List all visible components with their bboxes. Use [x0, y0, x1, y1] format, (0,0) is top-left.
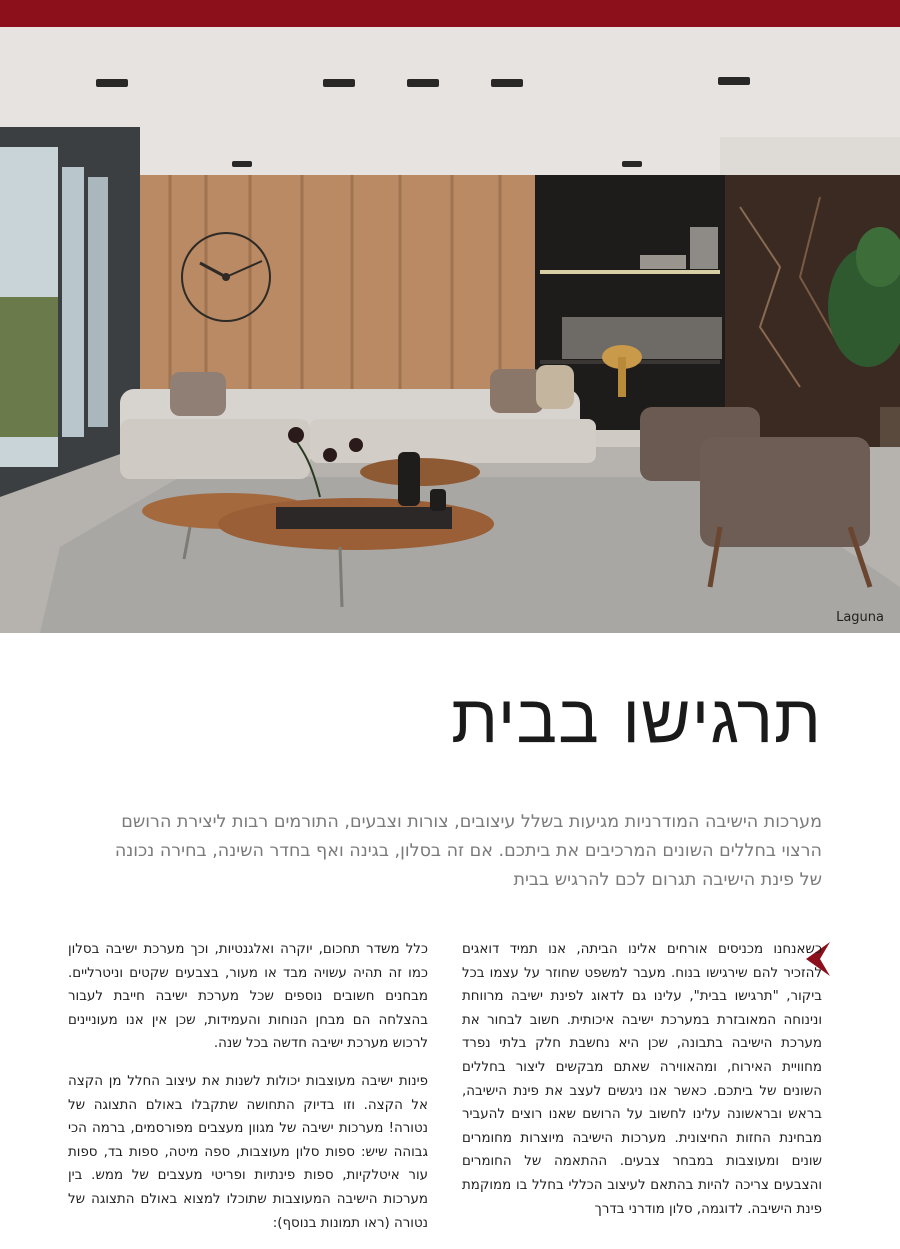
article-column-right	[462, 938, 822, 1235]
article-paragraph: פינות ישיבה מעוצבות יכולות לשנות את עיצוב החלל מן הקצה אל הקצה. וזו בדיוק התחושה שתקבלו באולם התצוגה של נטורה! מערכות ישיבה של מגוון מעצבים מפורסמים, ברמה הכי גבוהה שיש: ספות סלון מעוצבות, ספה מיטה, ספות בד, ספות עור איטלקיות, ספות פינתיות ופריטי מעצבים של ממש. בין מערכות הישיבה המעוצבות שתוכלו למצוא באולם התצוגה של נטורה (ראו תמונות בנוסף):	[68, 1073, 428, 1231]
photo-caption: Laguna	[836, 610, 884, 625]
page-title: תרגישו בבית	[451, 680, 822, 759]
top-accent-bar	[0, 0, 900, 27]
article-column-left	[68, 938, 428, 1249]
living-room-photo	[0, 27, 900, 633]
intro-paragraph: מערכות הישיבה המודרניות מגיעות בשלל עיצובים, צורות וצבעים, התורמים רבות ליצירת הרושם הרצוי בחללים השונים המרכיבים את ביתכם. אם זה בסלון, בגינה ואף בחדר השינה, בחירה נכונה של פינת הישיבה תגרום לכם להרגיש בבית	[114, 812, 822, 890]
article-paragraph: כלל משדר תחכום, יוקרה ואלגנטיות, וכך מערכת ישיבה בסלון כמו זה תהיה עשויה מבד או מעור, בצבעים שקטים וניטרליים. מבחנים חשובים נוספים שכל מערכת ישיבה חייבת לעבור בהצלחה הם מבחן הנוחות והעמידות, שכן אין אנו מעוניינים לרכוש מערכת ישיבה חדשה בכל שנה.	[68, 942, 428, 1052]
article-paragraph: כשאנחנו מכניסים אורחים אלינו הביתה, אנו תמיד דואגים להזכיר להם שירגישו בנוח. מעבר למשפט שחוזר על עצמו בכל ביקור, "תרגישו בבית", עלינו גם לדאוג לפינת ישיבה מרווחת ונינוחה המאובזרת במערכת ישיבה איכותית. חשוב לבחור את מערכת הישיבה בתבונה, שכן היא נחשבת חלק בלתי נפרד מחוויית האירוח, ומהאווירה שאתם מבקשים ליצור בחללים השונים של ביתכם. כאשר אנו ניגשים לעצב את פינת הישיבה, בראש ובראשונה עלינו לחשוב על הרושם שאנו רוצים להעביר מבחינת החזות החיצונית. מערכות הישיבה מיוצרות מחומרים שונים ומעוצבות במבחר צבעים. ההתאמה של החומרים והצבעים צריכה להיות בהתאם לעיצוב הכללי בחלל בו ממוקמת פינת הישיבה. לדוגמה, סלון מודרני בדרך	[462, 942, 822, 1217]
